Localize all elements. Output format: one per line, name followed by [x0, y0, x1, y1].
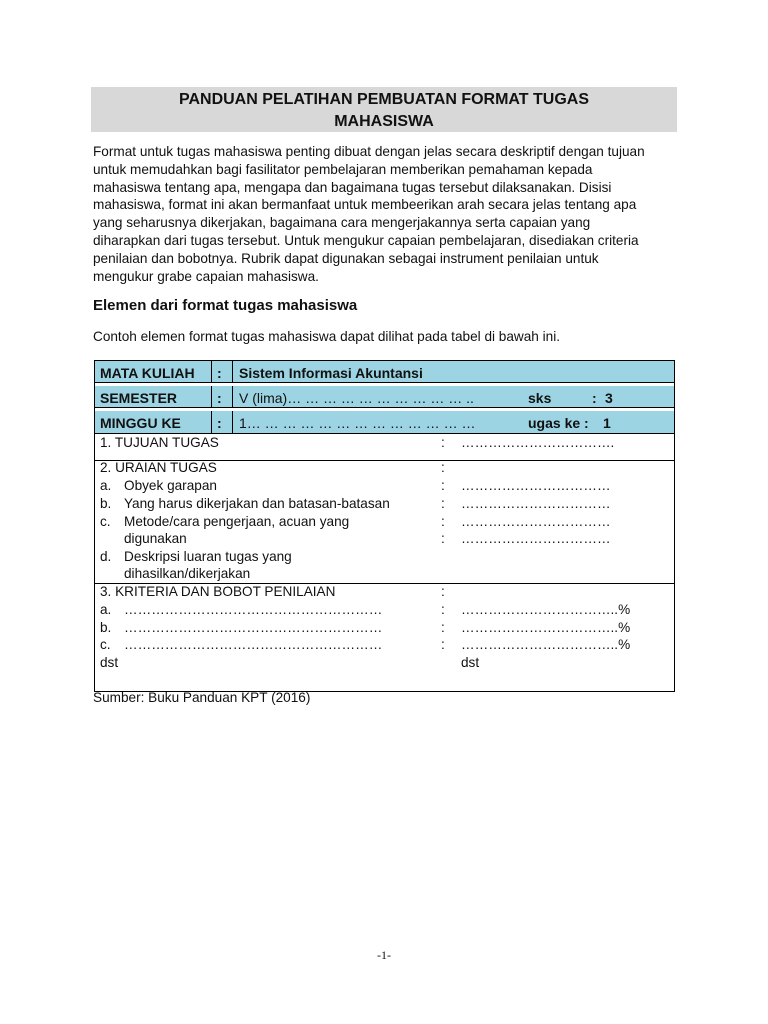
section-heading: Elemen dari format tugas mahasiswa — [93, 297, 358, 314]
colon: : — [441, 531, 445, 546]
column-divider — [211, 411, 212, 433]
kriteria-item-dots: ………………………………………………… — [124, 637, 383, 652]
header-row-minggu — [95, 411, 674, 434]
minggu-value: 1… … … … … … … … … … … … … — [239, 415, 476, 431]
semester-label: SEMESTER — [100, 390, 178, 406]
intro-line: mahasiswa tentang apa, mengapa dan bagaimana tugas tersebut dilaksanakan. Disisi — [93, 179, 612, 195]
kriteria-item-dots: ………………………………………………… — [124, 602, 383, 617]
column-divider — [232, 411, 233, 433]
uraian-item-text: digunakan — [124, 531, 187, 546]
uraian-item-letter: b. — [100, 496, 112, 511]
column-divider — [211, 361, 212, 382]
intro-line: penilaian dan bobotnya. Rubrik dapat digunakan sebagai instrument penilaian untuk — [93, 250, 599, 266]
colon: : — [441, 602, 445, 617]
uraian-item-dots: …………………………… — [461, 496, 611, 511]
intro-line: Format untuk tugas mahasiswa penting dibuat dengan jelas secara deskriptif dengan tujuan — [93, 144, 645, 159]
colon: : — [441, 584, 445, 599]
uraian-item-text: dihasilkan/dikerjakan — [124, 566, 251, 581]
minggu-label: MINGGU KE — [100, 415, 181, 431]
colon: : — [217, 390, 222, 406]
uraian-item-dots: …………………………… — [461, 531, 611, 546]
kriteria-label: 3. KRITERIA DAN BOBOT PENILAIAN — [100, 584, 336, 599]
colon: : — [441, 478, 445, 493]
uraian-item-letter: c. — [100, 514, 111, 529]
mata-kuliah-label: MATA KULIAH — [100, 365, 195, 381]
uraian-item-text: Yang harus dikerjakan dan batasan-batasan — [124, 496, 390, 511]
sks-value: 3 — [605, 390, 613, 406]
colon: : — [217, 415, 222, 431]
table-intro-text: Contoh elemen format tugas mahasiswa dapat dilihat pada tabel di bawah ini. — [93, 329, 561, 344]
colon: : — [441, 460, 445, 475]
uraian-item-text: Obyek garapan — [124, 478, 217, 493]
kriteria-item-letter: a. — [100, 602, 112, 617]
kriteria-item-weight: ……………………………..% — [461, 602, 631, 617]
colon: : — [441, 637, 445, 652]
document-title-line-1: PANDUAN PELATIHAN PEMBUATAN FORMAT TUGAS — [178, 91, 590, 108]
uraian-item-dots: …………………………… — [461, 478, 611, 493]
colon: : — [441, 620, 445, 635]
section-kriteria-penilaian — [95, 584, 674, 691]
uraian-item-text: Metode/cara pengerjaan, acuan yang — [124, 514, 350, 529]
intro-line: yang seharusnya dikerjakan, bagaimana cara mengerjakannya serta capaian yang — [93, 215, 591, 231]
kriteria-item-letter: b. — [100, 620, 112, 635]
header-row-semester — [95, 386, 674, 408]
header-row-mata-kuliah — [95, 361, 674, 383]
document-title-line-2: MAHASISWA — [334, 113, 434, 130]
tujuan-label: 1. TUJUAN TUGAS — [100, 435, 219, 450]
uraian-item-letter: a. — [100, 478, 112, 493]
ugas-ke-label: ugas ke : — [528, 415, 589, 431]
intro-line: mahasiswa, format ini akan bermanfaat untuk membeerikan arah secara jelas tentang apa — [93, 197, 637, 213]
colon: : — [441, 514, 445, 529]
uraian-item-dots: …………………………… — [461, 514, 611, 529]
mata-kuliah-value: Sistem Informasi Akuntansi — [239, 365, 423, 381]
section-uraian-tugas — [95, 461, 674, 584]
intro-line: mengukur grabe capaian mahasiswa. — [93, 268, 319, 284]
colon: : — [441, 496, 445, 511]
uraian-label: 2. URAIAN TUGAS — [100, 460, 217, 475]
kriteria-dst-left: dst — [100, 655, 119, 670]
kriteria-dst-right: dst — [461, 655, 480, 670]
section-tujuan-tugas — [95, 434, 674, 461]
kriteria-item-weight: ……………………………..% — [461, 637, 631, 652]
colon: : — [217, 365, 222, 381]
colon: : — [592, 390, 597, 406]
kriteria-item-weight: ……………………………..% — [461, 620, 631, 635]
intro-paragraph — [93, 143, 675, 285]
column-divider — [232, 386, 233, 407]
semester-value: V (lima)… … … … … … … … … … .. — [239, 390, 474, 406]
intro-line: untuk memudahkan bagi fasilitator pembelajaran memberikan pemahaman kepada — [93, 161, 593, 177]
column-divider — [211, 386, 212, 407]
uraian-item-letter: d. — [100, 549, 112, 564]
tujuan-dots: ……………………………. — [461, 435, 615, 450]
ugas-ke-value: 1 — [603, 415, 611, 431]
kriteria-item-dots: ………………………………………………… — [124, 620, 383, 635]
kriteria-item-letter: c. — [100, 637, 111, 652]
assignment-format-table — [94, 360, 675, 692]
source-citation: Sumber: Buku Panduan KPT (2016) — [93, 690, 311, 705]
intro-line: diharapkan dari tugas tersebut. Untuk mengukur capaian pembelajaran, disediakan criteria — [93, 232, 639, 248]
column-divider — [232, 361, 233, 382]
page-number: -1- — [377, 948, 391, 962]
document-title-band — [91, 87, 677, 132]
uraian-item-text: Deskripsi luaran tugas yang — [124, 549, 292, 564]
sks-label: sks — [528, 390, 552, 406]
colon: : — [441, 435, 445, 450]
